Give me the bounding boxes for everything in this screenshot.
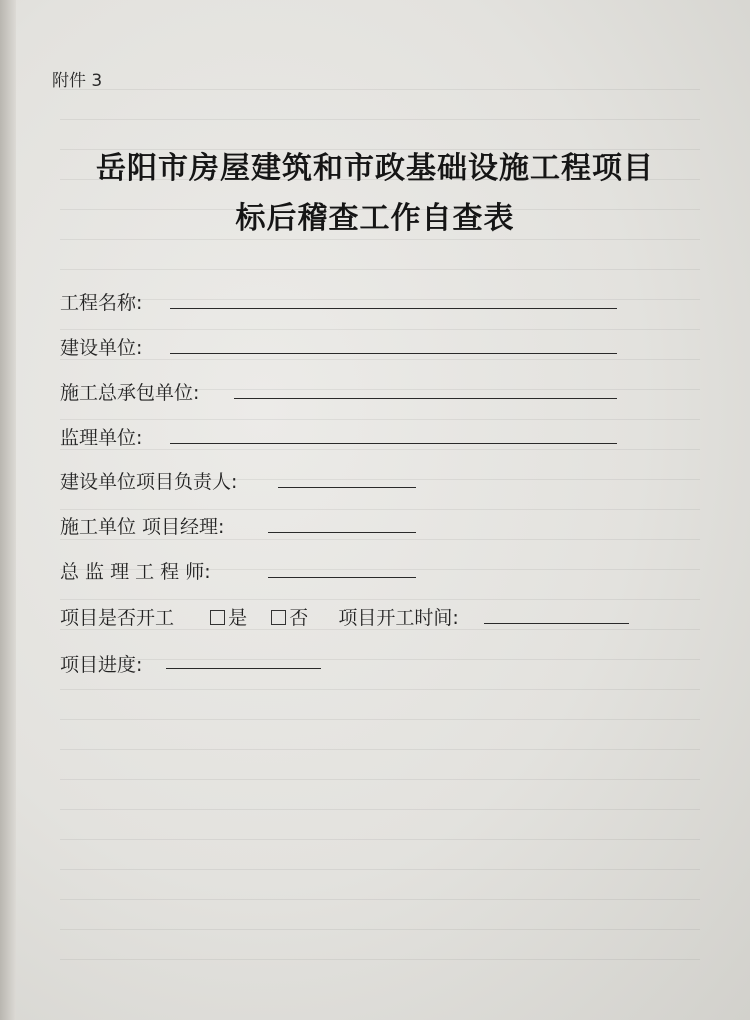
start-time-field[interactable]: [484, 623, 629, 624]
no-checkbox[interactable]: [271, 610, 286, 625]
attachment-label: 附件 3: [52, 71, 103, 91]
supervision-unit-label: 监理单位:: [60, 427, 143, 449]
chief-supervisor-label: 总 监 理 工 程 师:: [60, 561, 211, 583]
client-unit-label: 建设单位:: [60, 337, 143, 359]
construction-pm-label: 施工单位 项目经理:: [60, 516, 225, 538]
document-title-line-2: 标后稽查工作自查表: [235, 201, 515, 236]
start-time-label: 项目开工时间:: [338, 607, 459, 629]
project-name-label: 工程名称:: [60, 292, 143, 314]
general-contractor-field[interactable]: [234, 398, 617, 399]
client-project-lead-label: 建设单位项目负责人:: [60, 471, 238, 493]
document-title-line-1: 岳阳市房屋建筑和市政基础设施工程项目: [96, 151, 654, 186]
client-unit-field[interactable]: [170, 353, 617, 354]
construction-pm-field[interactable]: [268, 532, 416, 533]
started-row: [60, 603, 459, 630]
no-label: 否: [289, 607, 309, 629]
started-label: 项目是否开工: [60, 607, 175, 629]
supervision-unit-field[interactable]: [170, 443, 617, 444]
client-project-lead-field[interactable]: [278, 487, 416, 488]
progress-label: 项目进度:: [60, 654, 143, 676]
yes-checkbox[interactable]: [210, 610, 225, 625]
chief-supervisor-field[interactable]: [268, 577, 416, 578]
progress-field[interactable]: [166, 668, 321, 669]
yes-label: 是: [228, 607, 248, 629]
general-contractor-label: 施工总承包单位:: [60, 382, 200, 404]
project-name-field[interactable]: [170, 308, 617, 309]
